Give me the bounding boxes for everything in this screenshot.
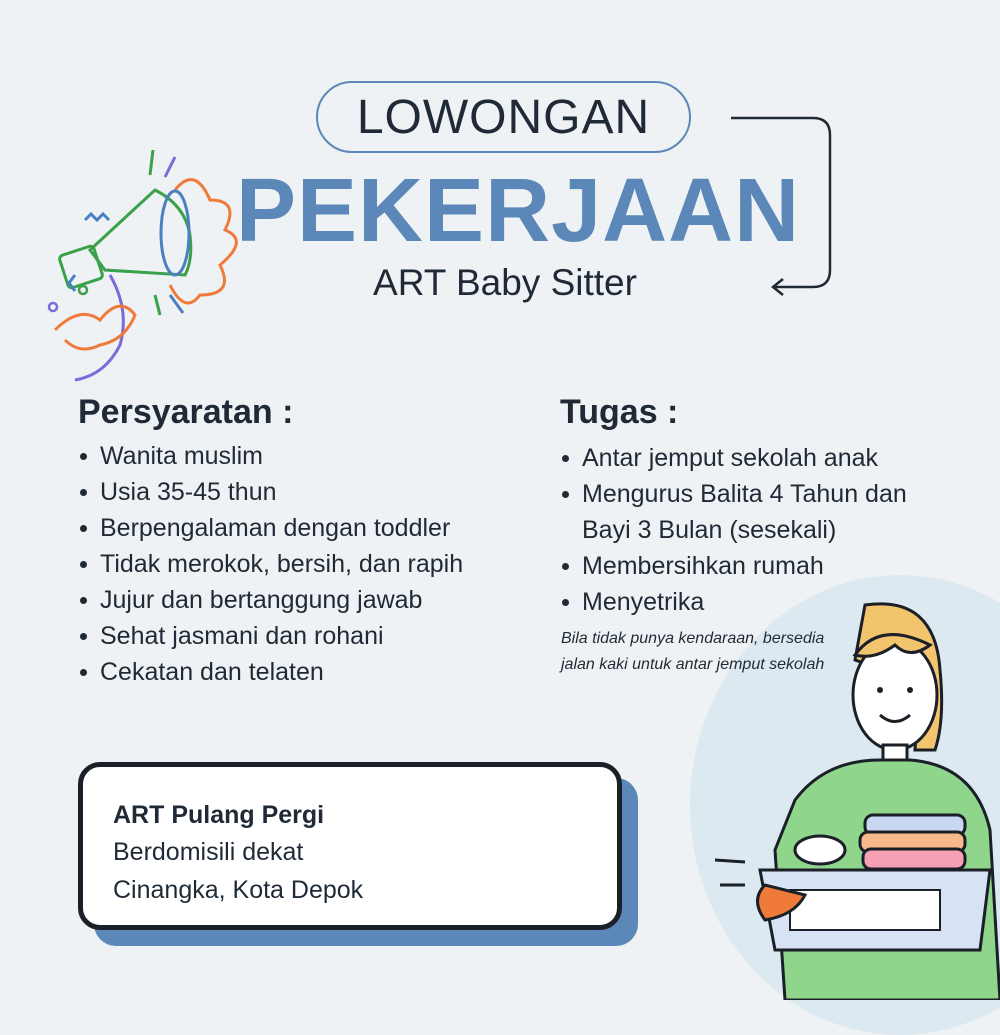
duties-note-line1: Bila tidak punya kendaraan, bersedia (561, 630, 825, 647)
duties-note-line2: jalan kaki untuk antar jemput sekolah (561, 656, 825, 673)
megaphone-icon (35, 145, 250, 385)
requirements-list (78, 438, 463, 690)
location-card-title: ART Pulang Pergi (113, 801, 325, 829)
list-item: Berpengalaman dengan toddler (78, 510, 463, 546)
curved-arrow-icon (725, 110, 840, 300)
duties-list (560, 440, 940, 620)
list-item: Menyetrika (560, 584, 940, 620)
list-item: Cekatan dan telaten (78, 654, 463, 690)
duties-note (561, 626, 921, 678)
list-item: Tidak merokok, bersih, dan rapih (78, 546, 463, 582)
headline: PEKERJAAN (236, 161, 801, 261)
title-pill-label: LOWONGAN (356, 90, 651, 144)
list-item: Usia 35-45 thun (78, 474, 463, 510)
list-item: Wanita muslim (78, 438, 463, 474)
requirements-section (78, 393, 463, 690)
duties-title: Tugas : (560, 393, 679, 431)
list-item: Mengurus Balita 4 Tahun dan Bayi 3 Bulan (sesekali) (560, 476, 940, 548)
requirements-title: Persyaratan : (78, 393, 294, 431)
list-item: Membersihkan rumah (560, 548, 940, 584)
list-item: Sehat jasmani dan rohani (78, 618, 463, 654)
list-item: Jujur dan bertanggung jawab (78, 582, 463, 618)
location-card (78, 762, 622, 930)
location-card-line1: Berdomisili dekat (113, 838, 304, 866)
list-item: Antar jemput sekolah anak (560, 440, 940, 476)
subtitle: ART Baby Sitter (373, 262, 637, 303)
location-card-line2: Cinangka, Kota Depok (113, 876, 364, 904)
title-pill (316, 81, 691, 153)
duties-section (560, 393, 940, 620)
